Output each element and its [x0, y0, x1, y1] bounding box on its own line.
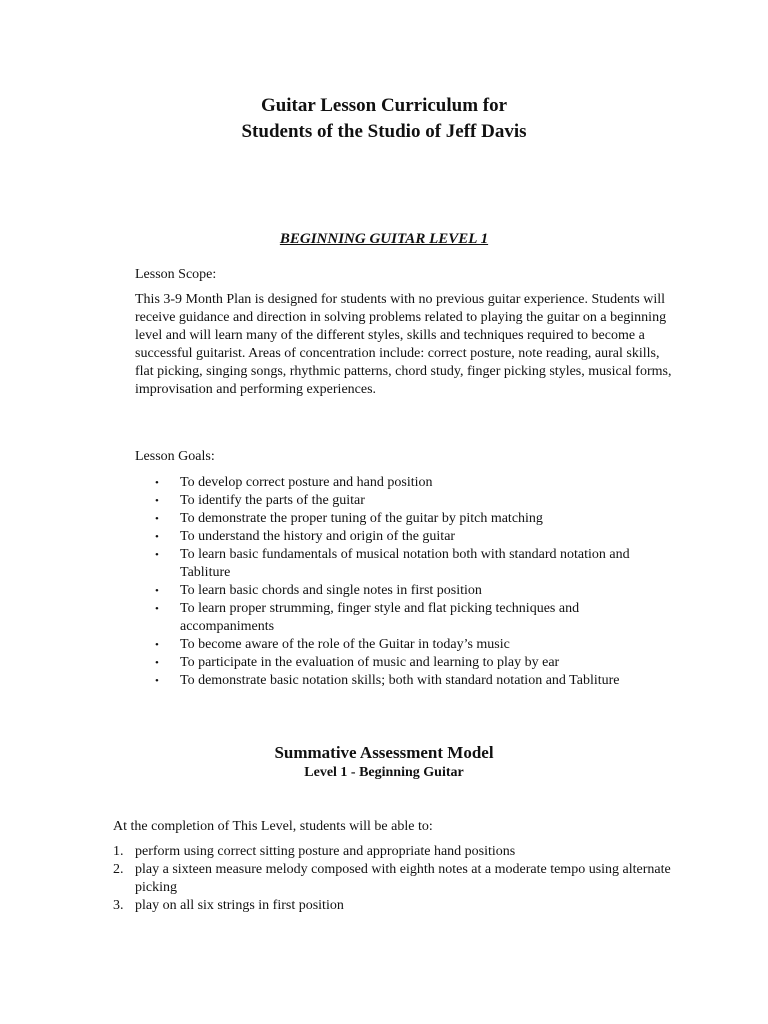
goal-text: To demonstrate basic notation skills; both with standard notation and Tabliture	[180, 673, 620, 688]
lesson-goals-list	[135, 474, 675, 690]
bullet-icon: •	[155, 639, 159, 651]
list-item	[135, 510, 675, 528]
lesson-scope-label: Lesson Scope:	[135, 267, 217, 282]
goal-text: To learn basic fundamentals of musical notation both with standard notation and Tabliture	[180, 547, 630, 580]
summative-assessment-title: Summative Assessment Model	[274, 743, 494, 762]
goal-text: To develop correct posture and hand position	[180, 475, 433, 490]
level-heading: BEGINNING GUITAR LEVEL 1	[279, 231, 489, 247]
list-item	[135, 546, 675, 582]
list-item	[135, 528, 675, 546]
list-item	[113, 843, 673, 861]
lesson-goals-label: Lesson Goals:	[135, 449, 215, 464]
bullet-icon: •	[155, 603, 159, 615]
completion-intro: At the completion of This Level, students will be able to:	[113, 819, 433, 834]
outcome-text: perform using correct sitting posture and appropriate hand positions	[135, 844, 516, 859]
item-number: 1.	[113, 844, 124, 859]
list-item	[113, 897, 673, 915]
item-number: 2.	[113, 862, 124, 877]
bullet-icon: •	[155, 513, 159, 525]
goal-text: To identify the parts of the guitar	[180, 493, 365, 508]
title-line-2: Students of the Studio of Jeff Davis	[241, 121, 527, 142]
bullet-icon: •	[155, 477, 159, 489]
list-item	[135, 636, 675, 654]
goal-text: To understand the history and origin of the guitar	[180, 529, 456, 544]
goal-text: To demonstrate the proper tuning of the guitar by pitch matching	[180, 511, 543, 526]
bullet-icon: •	[155, 657, 159, 669]
outcome-text: play a sixteen measure melody composed with eighth notes at a moderate tempo using alternate picking	[135, 862, 671, 895]
bullet-icon: •	[155, 585, 159, 597]
list-item	[135, 600, 675, 636]
list-item	[135, 492, 675, 510]
goal-text: To learn basic chords and single notes in first position	[180, 583, 482, 598]
list-item	[135, 582, 675, 600]
bullet-icon: •	[155, 675, 159, 687]
list-item	[113, 861, 673, 897]
item-number: 3.	[113, 898, 124, 913]
list-item	[135, 672, 675, 690]
goal-text: To become aware of the role of the Guitar in today’s music	[180, 637, 510, 652]
outcomes-list	[113, 843, 673, 915]
lesson-scope-paragraph: This 3-9 Month Plan is designed for students with no previous guitar experience. Students will receive guidance and direction in solving problems related to playing the guitar on a beginning level and will learn many of the different styles, skills and techniques required to become a successful guitarist. Areas of concentration include: correct posture, note reading, aural skills, flat picking, singing songs, rhythmic patterns, chord study, finger picking styles, musical forms, improvisation and performing experiences.	[135, 292, 672, 397]
summative-assessment-subtitle: Level 1 - Beginning Guitar	[304, 765, 464, 780]
bullet-icon: •	[155, 531, 159, 543]
list-item	[135, 474, 675, 492]
outcome-text: play on all six strings in first position	[135, 898, 344, 913]
bullet-icon: •	[155, 495, 159, 507]
list-item	[135, 654, 675, 672]
title-line-1: Guitar Lesson Curriculum for	[260, 95, 508, 116]
goal-text: To participate in the evaluation of music and learning to play by ear	[180, 655, 560, 670]
document-title	[0, 93, 768, 145]
goal-text: To learn proper strumming, finger style and flat picking techniques and accompaniments	[180, 601, 580, 634]
bullet-icon: •	[155, 549, 159, 561]
